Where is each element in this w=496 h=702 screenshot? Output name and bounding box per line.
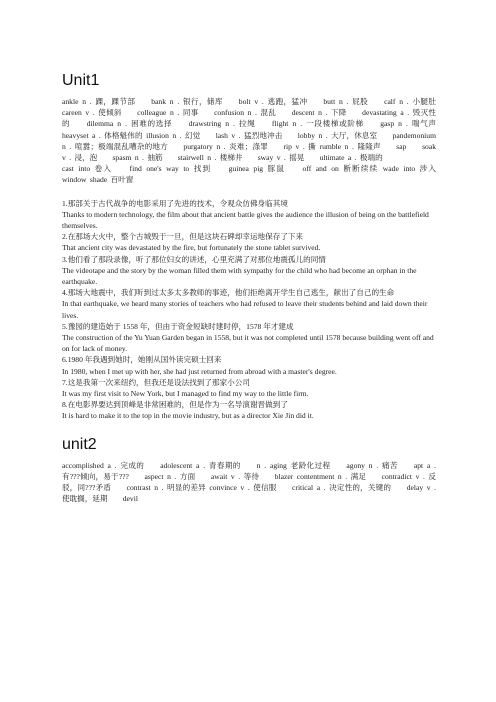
sentence-english: Thanks to modern technology, the film about that ancient battle gives the audience the illusion of being on the battlefield themselves. <box>62 209 429 231</box>
sentence-chinese: 8.在电影界要达到顶峰是非常困难的，但是作为一名导演谢晋做到了 <box>62 400 288 410</box>
sentence-pair <box>62 354 436 376</box>
sentence-pair <box>62 321 436 355</box>
sentence-pair <box>62 399 436 421</box>
sentence-english: In 1980, when I met up with her, she had just returned from abroad with a master's degree. <box>62 366 337 376</box>
unit2-section <box>62 436 436 505</box>
sentence-english: It was my first visit to New York, but I managed to find my way to the little firm. <box>62 389 309 399</box>
sentence-pair <box>62 287 436 321</box>
sentence-chinese: 7.这是我第一次来纽约，但我还是设法找到了那家小公司 <box>62 377 250 387</box>
sentence-chinese: 2.在那场大火中，整个古城毁于一旦，但是这块石碑却幸运地保存了下来 <box>62 232 304 242</box>
sentence-pair <box>62 231 436 253</box>
sentence-english: The videotape and the story by the woman filled them with sympathy for the child who had become an orphan in the earthquake. <box>62 265 417 287</box>
sentence-pair <box>62 198 436 232</box>
sentence-pair <box>62 377 436 399</box>
unit1-vocabulary: ankle n . 踝，踝节部 bank n . 银行，储库 bolt v . 逃跑，猛冲 butt n . 屁股 calf n . 小腿肚 careen v . 使倾斜 colleague n . 同事 confusion n . 混乱 descent n . 下降 devastating a . 毁灭性的 dilemma n . 困难的选择 drawstring n . 拉绳 flight n . 一段楼梯或阶梯 gasp n . 喘气声 heavyset a . 体格魁伟的 illusion n . 幻觉 lash v . 猛烈地冲击 lobby n . 大厅，休息室 pandemonium n . 喧嚣；极端混乱嘈杂的地方 purgatory n . 炎难；涤罪 rip v . 撕 rumble n . 隆隆声 sap soak v . 浸，泡 spasm n . 抽筋 stairwell n . 楼梯井 sway v . 摇晃 ultimate a . 极端的 <box>62 97 452 163</box>
section-spacer <box>62 186 436 198</box>
sentence-chinese: 3.他们看了那段录像，听了那位妇女的讲述，心里充满了对那位地震孤儿的同情 <box>62 254 326 264</box>
sentence-chinese: 4.那场大地震中，我们听到过太多太多教师的事迹，他们拒绝离开学生自己逃生，献出了自己的生命 <box>62 288 395 298</box>
sentence-english: It is hard to make it to the top in the movie industry, but as a director Xie Jin did it. <box>62 411 314 421</box>
sentence-english: The construction of the Yu Yuan Garden began in 1558, but it was not completed until 1578 because building went off and on for lack of money. <box>62 333 434 354</box>
sentence-english: That ancient city was devastated by the fire, but fortunately the stone tablet survived. <box>62 243 321 253</box>
unit1-phrases: cast into 卷入 find one's way to 找到 guinea pig 豚鼠 off and on 断断续续 wade into 涉入 window shade 百叶窗 <box>62 164 452 185</box>
sentence-chinese: 6.1980 年我遇到她时，她刚从国外读完硕士回来 <box>62 355 222 365</box>
sentence-english: In that earthquake, we heard many stories of teachers who had refused to leave their students behind and laid down their lives. <box>62 299 428 320</box>
unit1-sentence-list <box>62 198 436 422</box>
sentence-chinese: 5.豫园的建造始于 1558 年，但由于资金短缺时建时停，1578 年才建成 <box>62 321 294 331</box>
sentence-pair <box>62 254 436 288</box>
unit1-heading: Unit1 <box>62 72 100 89</box>
unit2-vocabulary: accomplished a . 完成的 adolescent a . 青春期的 n . aging 老龄化过程 agony n . 痛苦 apt a . 有???倾向，易于??? aspect n . 方面 await v . 等待 blazer contentment n . 满足 contradict v . 反驳，同???矛盾 contrast n . 明显的差异 convince v . 使信服 critical a . 决定性的，关键的 delay v . 使耽搁，延期 devil <box>62 460 436 504</box>
unit2-heading: unit2 <box>62 435 97 453</box>
sentence-chinese: 1.那部关于古代战争的电影采用了先进的技术，令观众仿佛身临其境 <box>62 198 288 208</box>
